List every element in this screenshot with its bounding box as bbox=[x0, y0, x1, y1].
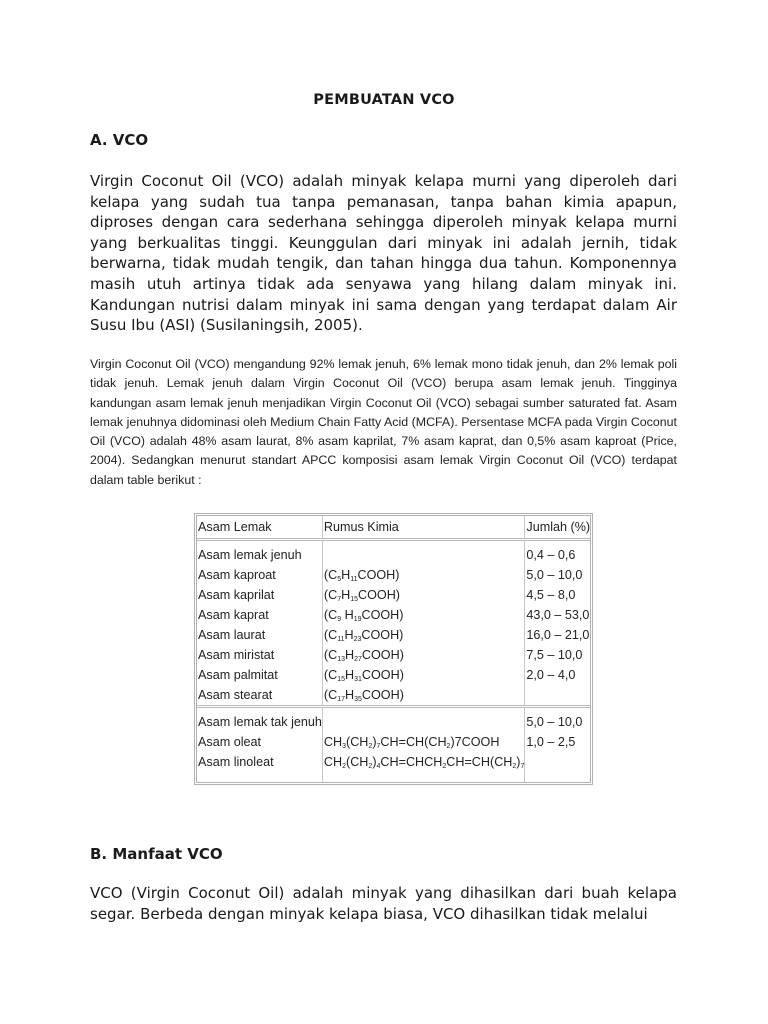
table-cell-name: Asam oleat bbox=[198, 735, 261, 749]
table-cell-name: Asam laurat bbox=[198, 628, 266, 642]
table-cell-amount: 7,5 – 10,0 bbox=[525, 645, 590, 665]
table-cell-name: Asam linoleat bbox=[198, 755, 274, 769]
table-cell-name: Asam lemak jenuh bbox=[198, 548, 302, 562]
table-row bbox=[197, 565, 590, 585]
table-cell-amount: 4,5 – 8,0 bbox=[525, 585, 590, 605]
section-a-paragraph-2: Virgin Coconut Oil (VCO) mengandung 92% lemak jenuh, 6% lemak mono tidak jenuh, dan 2% lemak poli tidak jenuh. Lemak jenuh dalam Virgin Coconut Oil (VCO) berupa asam lemak jenuh. Tingginya kandungan asam lemak jenuh menjadikan Virgin Coconut Oil (VCO) sebagai sumber saturated fat. Asam lemak jenuhnya didominasi oleh Medium Chain Fatty Acid (MCFA). Persentase MCFA pada Virgin Coconut Oil (VCO) adalah 48% asam laurat, 8% asam kaprilat, 7% asam kaprat, dan 0,5% asam kaproat (Price, 2004). Sedangkan menurut standart APCC komposisi asam lemak Virgin Coconut Oil (VCO) terdapat dalam table berikut : bbox=[90, 357, 677, 487]
table-cell-name: Asam kaprilat bbox=[198, 588, 275, 602]
table-row bbox=[197, 707, 590, 733]
table-cell-formula: $(C_{15}H_{31}COOH)$ bbox=[322, 665, 525, 685]
table-cell-name: Asam miristat bbox=[198, 648, 275, 662]
table-header-cell: Asam Lemak bbox=[197, 516, 322, 540]
section-b-paragraph-1: VCO (Virgin Coconut Oil) adalah minyak yang dihasilkan dari buah kelapa segar. Berbeda dengan minyak kelapa biasa, VCO dihasilkan tidak melalui bbox=[90, 884, 677, 923]
table-cell-formula: $(C_7H_{15}COOH)$ bbox=[322, 585, 525, 605]
table-cell-name: Asam kaprat bbox=[198, 608, 269, 622]
table-cell-amount bbox=[525, 685, 590, 707]
table-header-cell: Rumus Kimia bbox=[322, 516, 525, 540]
table-row bbox=[197, 732, 590, 752]
table-row bbox=[197, 645, 590, 665]
table-cell-formula: $CH_2(CH_2)_4CH=CHCH_2CH=CH(CH_2)_7$ bbox=[322, 752, 525, 782]
section-a-heading: A. VCO bbox=[90, 131, 149, 149]
table-cell-formula bbox=[322, 707, 525, 733]
table-cell-name: Asam lemak tak jenuh bbox=[197, 707, 322, 733]
table-cell-name: Asam stearat bbox=[198, 688, 273, 702]
table-header-cell: Jumlah (%) bbox=[525, 516, 590, 540]
table-row bbox=[197, 585, 590, 605]
table-row bbox=[197, 540, 590, 566]
table-row bbox=[197, 685, 590, 707]
table-cell-amount: 0,4 – 0,6 bbox=[525, 540, 590, 566]
table-cell-amount: 43,0 – 53,0 bbox=[525, 605, 590, 625]
table-cell-formula: $(C_{17}H_{35}COOH)$ bbox=[322, 685, 525, 707]
section-a-paragraph-1: Virgin Coconut Oil (VCO) adalah minyak kelapa murni yang diperoleh dari kelapa yang sudah tua tanpa pemanasan, tanpa bahan kimia apapun, diproses dengan cara sederhana sehingga diperoleh minyak kelapa murni yang berkualitas tinggi. Keunggulan dari minyak ini adalah jernih, tidak berwarna, tidak mudah tengik, dan tahan hingga dua tahun. Komponennya masih utuh artinya tidak ada senyawa yang hilang dalam minyak ini. Kandungan nutrisi dalam minyak ini sama dengan yang terdapat dalam Air Susu Ibu (ASI) (Susilaningsih, 2005). bbox=[90, 172, 677, 335]
table-row bbox=[197, 752, 590, 782]
table-cell-formula: $(C_5H_{11}COOH)$ bbox=[322, 565, 525, 585]
section-b-heading: B. Manfaat VCO bbox=[90, 845, 223, 863]
table-cell-amount: 1,0 – 2,5 bbox=[525, 732, 590, 752]
table-cell-amount: 2,0 – 4,0 bbox=[525, 665, 590, 685]
table-cell-formula: $CH_3(CH_2)_7CH=CH(CH_2)7COOH$ bbox=[322, 732, 525, 752]
table-row bbox=[197, 605, 590, 625]
table-cell-formula: ($C_9$ $H_{19}COOH$) bbox=[322, 605, 525, 625]
table-header-row bbox=[197, 516, 590, 540]
table-row bbox=[197, 665, 590, 685]
document-title: PEMBUATAN VCO bbox=[313, 92, 455, 108]
table-cell-amount: 5,0 – 10,0 bbox=[525, 707, 590, 733]
fatty-acid-table bbox=[194, 513, 593, 785]
table-cell-formula: $(C_{11}H_{23}COOH)$ bbox=[322, 625, 525, 645]
table-cell-name: Asam palmitat bbox=[198, 668, 278, 682]
table-cell-formula: $(C_{13}H_{27}COOH)$ bbox=[322, 645, 525, 665]
table-cell-amount bbox=[525, 752, 590, 782]
table-cell-amount: 5,0 – 10,0 bbox=[525, 565, 590, 585]
table-cell-name: Asam kaproat bbox=[198, 568, 276, 582]
table-cell-formula bbox=[322, 540, 525, 566]
table-cell-amount: 16,0 – 21,0 bbox=[525, 625, 590, 645]
table-row bbox=[197, 625, 590, 645]
